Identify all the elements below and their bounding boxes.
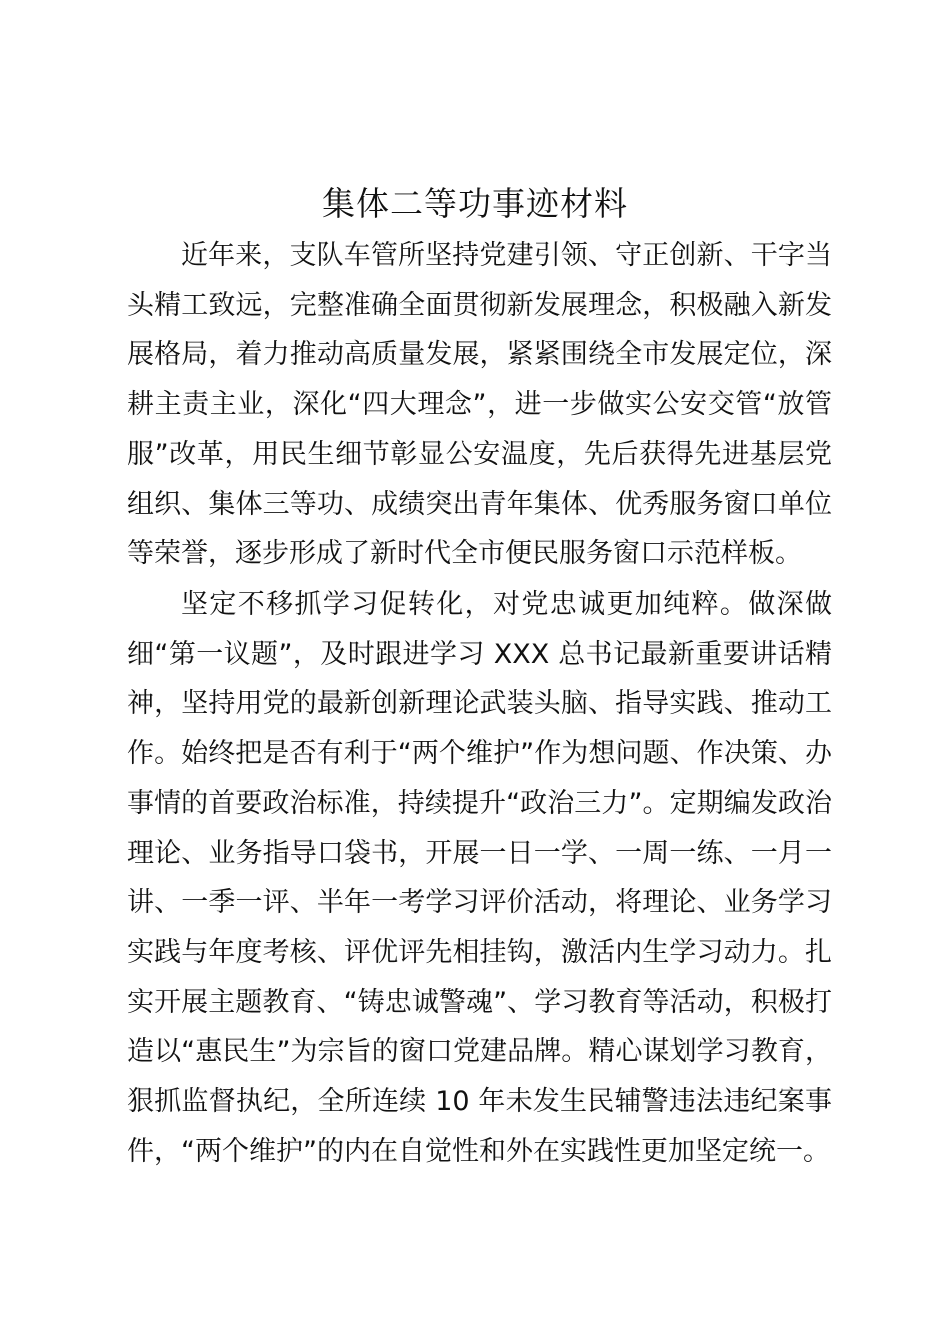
paragraph-study: 坚定不移抓学习促转化，对党忠诚更加纯粹。做深做细“第一议题”，及时跟进学习 XXX 总书记最新重要讲话精神，坚持用党的最新创新理论武装头脑、指导实践、推动工作。始终把是否有利于“两个维护”作为想问题、作决策、办事情的首要政治标准，持续提升“政治三力”。定期编发政治理论、业务指导口袋书，开展一日一学、一周一练、一月一讲、一季一评、半年一考学习评价活动，将理论、业务学习实践与年度考核、评优评先相挂钩，激活内生学习动力。扎实开展主题教育、“铸忠诚警魂”、学习教育等活动，积极打造以“惠民生”为宗旨的窗口党建品牌。精心谋划学习教育，狠抓监督执纪，全所连续 10 年未发生民辅警违法违纪案事件，“两个维护”的内在自觉性和外在实践性更加坚定统一。 [127, 589, 832, 1167]
document-title: 集体二等功事迹材料 [322, 184, 628, 223]
paragraph-intro: 近年来，支队车管所坚持党建引领、守正创新、干字当头精工致远，完整准确全面贯彻新发展理念，积极融入新发展格局，着力推动高质量发展，紧紧围绕全市发展定位，深耕主责主业，深化“四大理念”，进一步做实公安交管“放管服”改革，用民生细节彰显公安温度，先后获得先进基层党组织、集体三等功、成绩突出青年集体、优秀服务窗口单位等荣誉，逐步形成了新时代全市便民服务窗口示范样板。 [127, 240, 832, 570]
